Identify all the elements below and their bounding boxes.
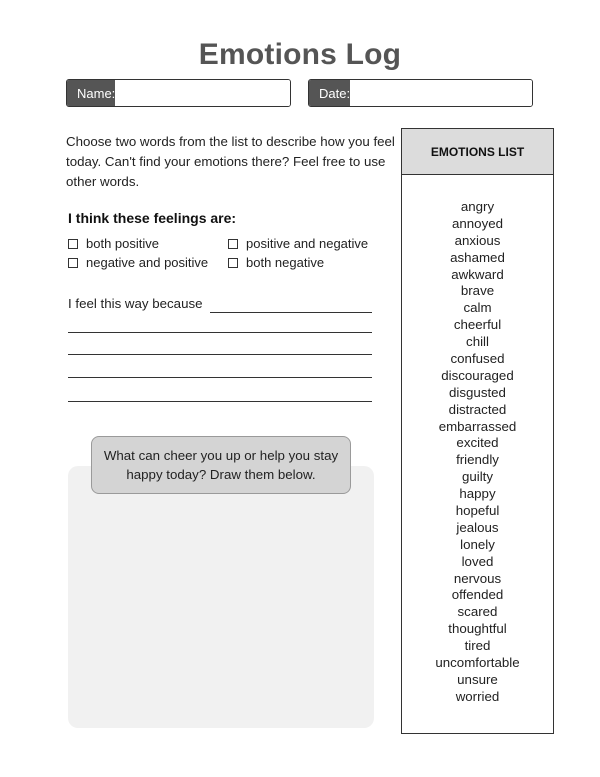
emotion-item: happy: [459, 486, 496, 502]
emotion-item: ashamed: [450, 249, 505, 265]
emotion-item: brave: [460, 283, 495, 299]
date-label: Date:: [309, 80, 350, 106]
emotion-item: awkward: [451, 266, 504, 282]
emotion-item: jealous: [456, 519, 499, 535]
option-label: both positive: [86, 236, 159, 251]
cheer-prompt-box: What can cheer you up or help you stay happy today? Draw them below.: [91, 436, 351, 494]
emotion-item: uncomfortable: [435, 655, 520, 671]
option-label: negative and positive: [86, 255, 209, 270]
checkbox[interactable]: [228, 239, 238, 249]
emotion-item: nervous: [453, 570, 502, 586]
checkbox[interactable]: [68, 239, 78, 249]
emotion-item: anxious: [454, 232, 501, 248]
feelings-heading: I think these feelings are:: [68, 210, 237, 226]
emotion-item: offended: [451, 587, 504, 603]
emotion-item: chill: [466, 334, 489, 350]
emotion-item: embarrassed: [438, 418, 517, 434]
emotions-list-header: EMOTIONS LIST: [402, 129, 553, 175]
emotion-item: unsure: [457, 671, 498, 687]
writing-line[interactable]: [68, 354, 372, 355]
emotion-item: excited: [456, 435, 499, 451]
emotion-item: angry: [460, 199, 495, 214]
emotion-item: calm: [463, 300, 492, 316]
emotion-item: discouraged: [441, 367, 514, 383]
emotion-item: thoughtful: [448, 621, 507, 637]
writing-line[interactable]: [68, 332, 372, 333]
checkbox[interactable]: [228, 258, 238, 268]
writing-line[interactable]: [68, 401, 372, 402]
option-label: both negative: [246, 255, 325, 270]
option-label: positive and negative: [246, 236, 369, 251]
option-both-negative[interactable]: [228, 255, 324, 270]
emotions-list-panel: [401, 128, 554, 734]
option-both-positive[interactable]: [68, 236, 159, 251]
name-input[interactable]: [115, 80, 291, 106]
emotion-item: worried: [455, 688, 500, 704]
emotion-item: distracted: [448, 401, 507, 417]
emotion-item: scared: [457, 604, 498, 620]
date-field: [308, 79, 533, 107]
emotion-item: annoyed: [451, 215, 504, 231]
emotion-item: friendly: [456, 452, 499, 468]
emotion-item: confused: [450, 351, 505, 367]
instructions-text: Choose two words from the list to describe how you feel today. Can't find your emotions there? Feel free to use other words.: [66, 134, 395, 189]
writing-line[interactable]: [68, 377, 372, 378]
option-positive-and-negative[interactable]: [228, 236, 368, 251]
emotion-item: loved: [461, 553, 494, 569]
checkbox[interactable]: [68, 258, 78, 268]
writing-line[interactable]: [210, 312, 372, 313]
emotion-item: cheerful: [453, 317, 502, 333]
because-label: I feel this way because: [68, 296, 203, 311]
emotion-item: lonely: [460, 536, 495, 552]
emotion-item: hopeful: [455, 503, 500, 519]
option-negative-and-positive[interactable]: [68, 255, 208, 270]
page-title: Emotions Log: [198, 38, 402, 71]
drawing-area[interactable]: [68, 466, 374, 728]
emotion-item: guilty: [461, 469, 494, 485]
date-input[interactable]: [350, 80, 533, 106]
emotions-list: [402, 199, 553, 706]
emotion-item: tired: [464, 638, 491, 654]
name-field: [66, 79, 291, 107]
emotion-item: disgusted: [449, 384, 506, 400]
name-label: Name:: [67, 80, 115, 106]
